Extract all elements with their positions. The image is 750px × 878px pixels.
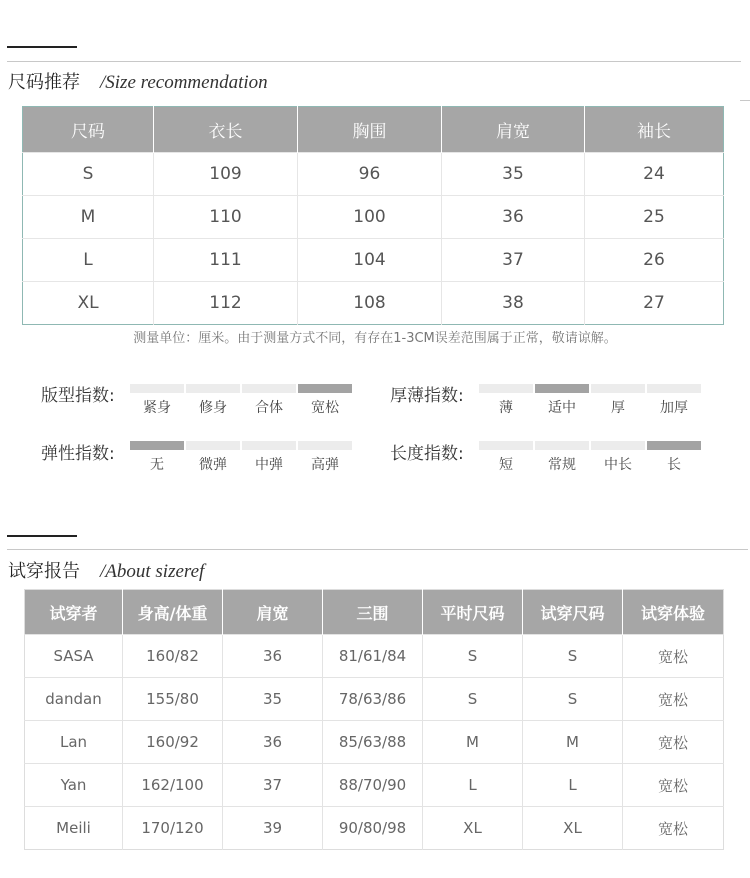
index-label: 长度指数: (390, 444, 464, 464)
size-table-row (23, 239, 724, 282)
index-segment (591, 441, 645, 450)
fit-cell: dandan (25, 678, 123, 721)
size-cell: 111 (154, 239, 298, 282)
index-option-label: 修身 (199, 400, 227, 416)
fit-header-cell: 试穿尺码 (523, 590, 623, 635)
index-segment (298, 441, 352, 450)
size-header-cell: 衣长 (154, 107, 298, 153)
size-table-header-row (23, 107, 724, 153)
index-segment (591, 384, 645, 393)
fit-cell: 88/70/90 (323, 764, 423, 807)
fit-cell: Yan (25, 764, 123, 807)
fit-table-row (25, 807, 724, 850)
index-label: 厚薄指数: (390, 386, 464, 406)
size-cell: 96 (298, 153, 442, 196)
section-accent-line (7, 46, 77, 48)
size-cell: 24 (585, 153, 724, 196)
size-section-title (8, 68, 268, 94)
size-cell: 36 (442, 196, 585, 239)
fit-header-cell: 身高/体重 (123, 590, 223, 635)
fit-cell: M (523, 721, 623, 764)
fit-header-cell: 三围 (323, 590, 423, 635)
index-segment-selected (647, 441, 701, 450)
fit-table-row (25, 635, 724, 678)
fit-cell: S (523, 635, 623, 678)
size-cell: 110 (154, 196, 298, 239)
fit-header-cell: 试穿者 (25, 590, 123, 635)
fit-cell: 155/80 (123, 678, 223, 721)
size-cell: 108 (298, 282, 442, 325)
index-label: 版型指数: (41, 386, 115, 406)
size-cell: XL (23, 282, 154, 325)
index-option-label: 微弹 (199, 457, 227, 473)
fit-cell: 37 (223, 764, 323, 807)
fit-cell: Meili (25, 807, 123, 850)
index-option-label: 厚 (611, 400, 625, 416)
index-segment (242, 441, 296, 450)
index-segment (647, 384, 701, 393)
index-segment (186, 441, 240, 450)
index-option-label: 无 (150, 457, 164, 473)
fit-cell: L (423, 764, 523, 807)
fit-cell: S (423, 678, 523, 721)
fit-cell: 宽松 (623, 764, 724, 807)
index-option-label: 短 (499, 457, 513, 473)
index-option-label: 中长 (604, 457, 632, 473)
fit-section-title (8, 557, 204, 583)
fit-cell: S (523, 678, 623, 721)
fit-cell: 162/100 (123, 764, 223, 807)
size-cell: 26 (585, 239, 724, 282)
index-segment (242, 384, 296, 393)
size-header-cell: 尺码 (23, 107, 154, 153)
section-divider-tick (740, 100, 750, 101)
fit-cell: 160/92 (123, 721, 223, 764)
fit-cell: L (523, 764, 623, 807)
section-accent-line (7, 535, 77, 537)
index-option-label: 薄 (499, 400, 513, 416)
index-segment (130, 384, 184, 393)
size-header-cell: 袖长 (585, 107, 724, 153)
fit-cell: 宽松 (623, 635, 724, 678)
fit-cell: 85/63/88 (323, 721, 423, 764)
fit-cell: 160/82 (123, 635, 223, 678)
fit-cell: 170/120 (123, 807, 223, 850)
index-segment (186, 384, 240, 393)
size-table-row (23, 196, 724, 239)
index-segment-selected (298, 384, 352, 393)
fit-header-cell: 肩宽 (223, 590, 323, 635)
index-label: 弹性指数: (41, 444, 115, 464)
size-cell: 100 (298, 196, 442, 239)
fitting-report-table (24, 589, 724, 850)
fit-cell: 宽松 (623, 721, 724, 764)
size-cell: 112 (154, 282, 298, 325)
fit-cell: 36 (223, 635, 323, 678)
size-cell: 35 (442, 153, 585, 196)
fit-cell: S (423, 635, 523, 678)
fit-cell: 78/63/86 (323, 678, 423, 721)
index-option-label: 合体 (255, 400, 283, 416)
fit-cell: Lan (25, 721, 123, 764)
fit-cell: XL (523, 807, 623, 850)
fit-cell: XL (423, 807, 523, 850)
fit-table-row (25, 721, 724, 764)
index-segment (479, 441, 533, 450)
index-option-label: 中弹 (255, 457, 283, 473)
size-table-row (23, 282, 724, 325)
size-cell: L (23, 239, 154, 282)
index-option-label: 高弹 (311, 457, 339, 473)
fit-table-row (25, 678, 724, 721)
size-cell: 27 (585, 282, 724, 325)
index-option-label: 加厚 (660, 400, 688, 416)
size-header-cell: 肩宽 (442, 107, 585, 153)
index-option-label: 适中 (548, 400, 576, 416)
fit-header-cell: 平时尺码 (423, 590, 523, 635)
fit-cell: 90/80/98 (323, 807, 423, 850)
index-option-label: 紧身 (143, 400, 171, 416)
section-divider (7, 61, 741, 62)
index-segment (535, 441, 589, 450)
size-header-cell: 胸围 (298, 107, 442, 153)
fit-cell: 39 (223, 807, 323, 850)
index-segment (479, 384, 533, 393)
size-cell: M (23, 196, 154, 239)
fit-cell: SASA (25, 635, 123, 678)
size-table-row (23, 153, 724, 196)
fit-cell: 宽松 (623, 807, 724, 850)
size-table (22, 106, 724, 325)
size-cell: 109 (154, 153, 298, 196)
fit-title-en: /About sizeref (100, 561, 205, 582)
fit-header-cell: 试穿体验 (623, 590, 724, 635)
size-cell: 104 (298, 239, 442, 282)
size-cell: S (23, 153, 154, 196)
fit-cell: 36 (223, 721, 323, 764)
index-segment-selected (130, 441, 184, 450)
size-cell: 25 (585, 196, 724, 239)
section-divider (7, 549, 748, 550)
size-cell: 37 (442, 239, 585, 282)
fit-table-header-row (25, 590, 724, 635)
size-cell: 38 (442, 282, 585, 325)
measurement-note: 测量单位：厘米。由于测量方式不同，有存在1-3CM误差范围属于正常，敬请谅解。 (133, 331, 617, 346)
fit-table-row (25, 764, 724, 807)
index-option-label: 宽松 (311, 400, 339, 416)
index-option-label: 长 (667, 457, 681, 473)
fit-cell: M (423, 721, 523, 764)
fit-title-cn: 试穿报告 (8, 561, 80, 582)
fit-cell: 35 (223, 678, 323, 721)
size-title-en: /Size recommendation (100, 72, 268, 93)
fit-cell: 宽松 (623, 678, 724, 721)
index-segment-selected (535, 384, 589, 393)
fit-cell: 81/61/84 (323, 635, 423, 678)
size-title-cn: 尺码推荐 (8, 72, 80, 93)
index-option-label: 常规 (548, 457, 576, 473)
